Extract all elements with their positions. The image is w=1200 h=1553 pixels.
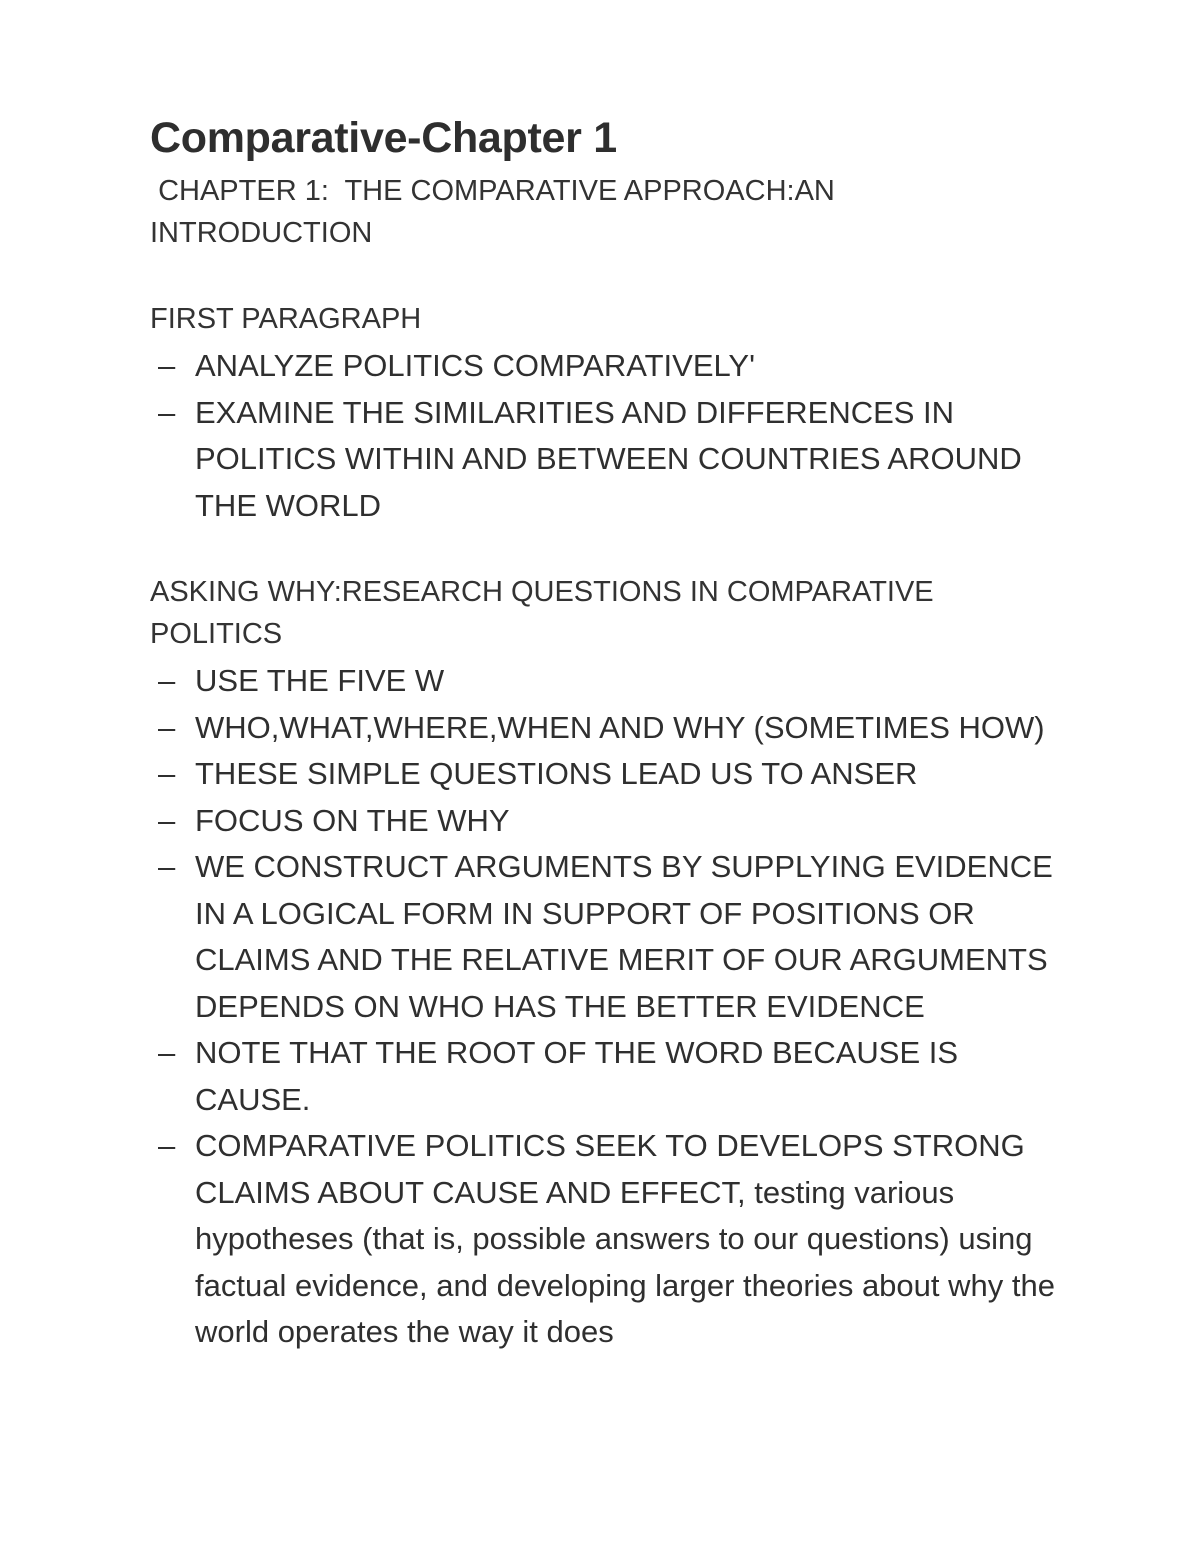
document-title: Comparative-Chapter 1: [150, 114, 617, 162]
list-item: [150, 798, 1070, 845]
list-item-text: WE CONSTRUCT ARGUMENTS BY SUPPLYING EVIDENCE IN A LOGICAL FORM IN SUPPORT OF POSITIONS OR CLAIMS AND THE RELATIVE MERIT OF OUR ARGUMENTS DEPENDS ON WHO HAS THE BETTER EVIDENCE: [195, 849, 1053, 1024]
list-item-text: THESE SIMPLE QUESTIONS LEAD US TO ANSER: [195, 756, 918, 791]
dash-icon: –: [158, 394, 176, 430]
section-heading: FIRST PARAGRAPH: [150, 303, 422, 335]
list-item: [150, 751, 1070, 798]
list-item: [150, 1030, 1070, 1123]
section-heading: ASKING WHY:RESEARCH QUESTIONS IN COMPARATIVE POLITICS: [150, 576, 934, 650]
dash-icon: –: [158, 1128, 176, 1163]
dash-icon: –: [158, 348, 176, 383]
bullet-list: [150, 658, 1070, 1356]
section-first-paragraph: [150, 298, 1070, 529]
list-item: [150, 844, 1070, 1030]
bullet-list: [150, 343, 1070, 529]
list-item-text: COMPARATIVE POLITICS SEEK TO DEVELOPS STRONG CLAIMS ABOUT CAUSE AND EFFECT, testing various hypotheses (that is, possible answers to our questions) using factual evidence, and developing larger theories about why the world operates the way it does: [195, 1128, 1055, 1349]
list-item-text: WHO,WHAT,WHERE,WHEN AND WHY (SOMETIMES HOW): [195, 709, 1045, 745]
dash-icon: –: [158, 709, 176, 745]
list-item: [150, 658, 1070, 705]
dash-icon: –: [158, 849, 176, 884]
list-item: [150, 390, 1070, 530]
list-item-text: EXAMINE THE SIMILARITIES AND DIFFERENCES IN POLITICS WITHIN AND BETWEEN COUNTRIES AROUND THE WORLD: [195, 394, 1022, 523]
list-item-text: ANALYZE POLITICS COMPARATIVELY': [195, 348, 756, 383]
dash-icon: –: [158, 756, 176, 791]
list-item-text: FOCUS ON THE WHY: [195, 802, 510, 838]
dash-icon: –: [158, 663, 176, 698]
dash-icon: –: [158, 802, 176, 838]
document-subtitle: CHAPTER 1: THE COMPARATIVE APPROACH:AN INTRODUCTION: [150, 175, 835, 249]
document-page: [150, 112, 1070, 1356]
list-item: [150, 343, 1070, 390]
list-item: [150, 1123, 1070, 1356]
section-asking-why: [150, 571, 1070, 1356]
dash-icon: –: [158, 1035, 176, 1070]
list-item-text: USE THE FIVE W: [195, 663, 445, 698]
list-item-text: NOTE THAT THE ROOT OF THE WORD BECAUSE IS CAUSE.: [195, 1035, 959, 1117]
list-item: [150, 705, 1070, 752]
